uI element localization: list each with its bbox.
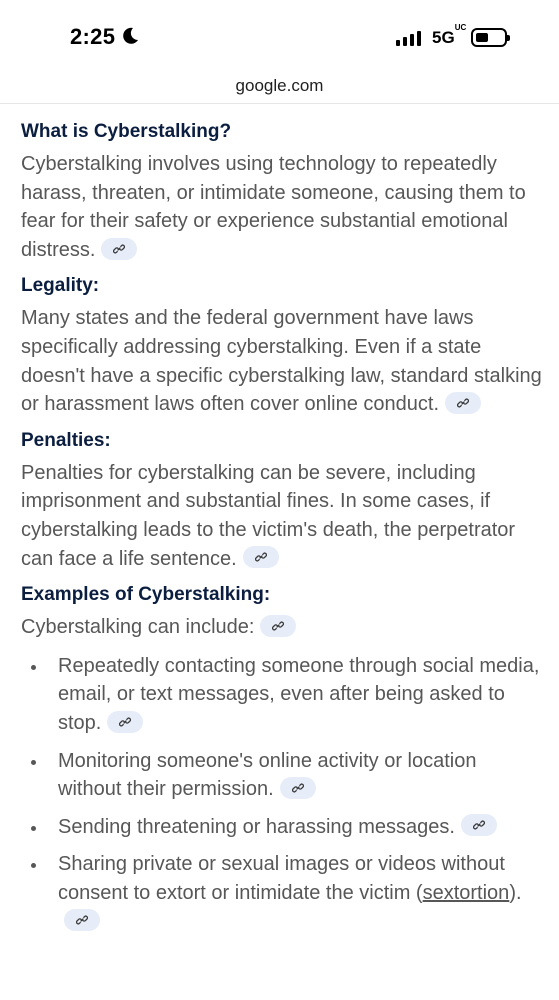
- source-link-chip[interactable]: [445, 392, 481, 414]
- bullet-point: [31, 826, 36, 831]
- list-item-text: Sharing private or sexual images or videos without consent to extort or intimidate the victim: [58, 853, 505, 904]
- list-item: [21, 747, 543, 804]
- battery-icon: [471, 28, 507, 47]
- list-item-text: Monitoring someone's online activity or location without their permission.: [58, 749, 477, 801]
- source-link-chip[interactable]: [280, 777, 316, 799]
- list-item: [21, 813, 543, 842]
- source-link-chip[interactable]: [260, 615, 296, 637]
- network-label: 5G: [432, 28, 455, 47]
- status-bar: [0, 0, 559, 70]
- bullet-point: [31, 665, 36, 670]
- link-icon: [292, 782, 304, 794]
- section-body-text: Many states and the federal government have laws specifically addressing cyberstalking. Even if a state doesn't have a specific cyberstalking law, standard stalking or harassment laws often cover online conduct.: [21, 307, 542, 416]
- section-body-text: Cyberstalking can include:: [21, 616, 255, 639]
- section-heading: Examples of Cyberstalking:: [21, 584, 271, 606]
- network-indicator: [432, 23, 467, 48]
- link-icon: [473, 819, 485, 831]
- section-body: [21, 304, 543, 418]
- section-legality: [21, 272, 543, 418]
- section-heading: Legality:: [21, 275, 100, 297]
- section-heading: Penalties:: [21, 429, 111, 451]
- list-item-open-paren: (: [410, 881, 423, 904]
- section-heading: What is Cyberstalking?: [21, 121, 232, 142]
- link-icon: [272, 620, 284, 632]
- network-suffix: UC: [454, 23, 467, 33]
- list-item-text: Repeatedly contacting someone through social media, email, or text messages, even after being asked to stop.: [58, 654, 540, 734]
- sextortion-link[interactable]: sextortion: [422, 881, 510, 904]
- list-item: [21, 652, 543, 738]
- section-what-is: [21, 118, 543, 264]
- link-icon: [113, 243, 125, 255]
- list-item-close-paren: ): [509, 881, 516, 904]
- examples-list: [21, 652, 543, 936]
- url-bar[interactable]: [0, 70, 559, 104]
- section-examples: [21, 581, 543, 936]
- source-link-chip[interactable]: [101, 238, 137, 260]
- source-link-chip[interactable]: [461, 814, 497, 836]
- section-body: [21, 459, 543, 573]
- cellular-signal-icon: [396, 30, 421, 46]
- section-body: [21, 613, 543, 642]
- source-link-chip[interactable]: [107, 711, 143, 733]
- list-item-period: .: [515, 881, 522, 904]
- answer-content: [21, 118, 543, 945]
- battery-fill: [476, 33, 488, 42]
- list-item: [21, 850, 543, 936]
- link-icon: [457, 397, 469, 409]
- section-body: [21, 150, 543, 264]
- link-icon: [119, 716, 131, 728]
- section-penalties: [21, 427, 543, 573]
- battery-nub: [507, 35, 510, 41]
- link-icon: [76, 914, 88, 926]
- crescent-moon-icon: [120, 26, 140, 46]
- bullet-point: [31, 760, 36, 765]
- section-body-text: Cyberstalking involves using technology to repeatedly harass, threaten, or intimidate someone, causing them to fear for their safety or experience substantial emotional distress.: [21, 153, 526, 261]
- status-time: 2:25: [70, 24, 116, 49]
- bullet-point: [31, 863, 36, 868]
- source-link-chip[interactable]: [64, 909, 100, 931]
- link-icon: [255, 551, 267, 563]
- url-text[interactable]: google.com: [235, 76, 324, 95]
- source-link-chip[interactable]: [243, 546, 279, 568]
- section-body-text: Penalties for cyberstalking can be severe, including imprisonment and substantial fines. In some cases, if cyberstalking leads to the victim's death, the perpetrator can face a life sentence.: [21, 461, 516, 570]
- list-item-text: Sending threatening or harassing messages.: [58, 815, 455, 838]
